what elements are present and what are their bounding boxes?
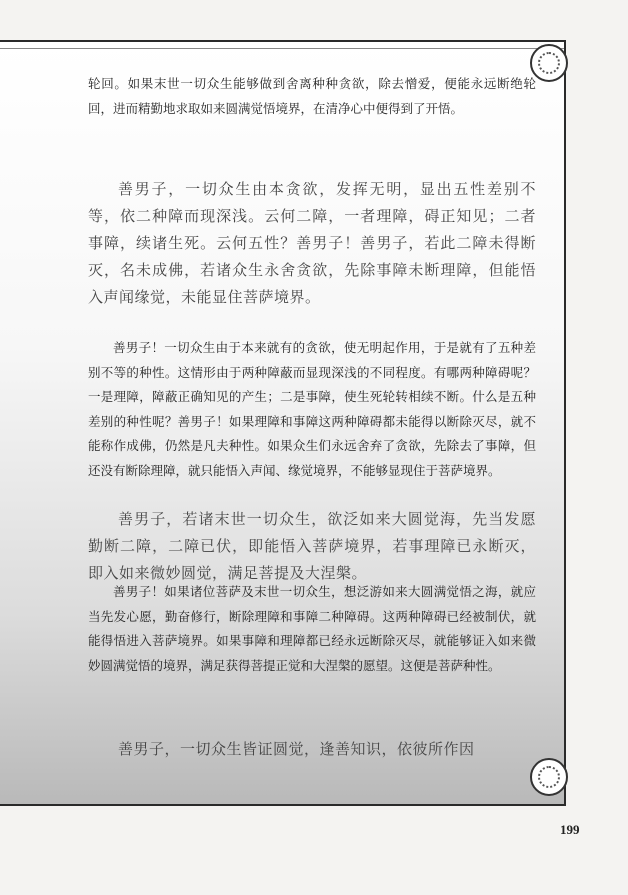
sutra-verse: 善男子，一切众生皆证圆觉，逢善知识，依彼所作因: [118, 740, 475, 758]
translation-paragraph: 善男子！一切众生由于本来就有的贪欲，使无明起作用，于是就有了五种差别不等的种性。这情形由于两种障蔽而显现深浅的不同程度。有哪两种障碍呢？一是理障，障蔽正确知见的产生；二是事障，使生死轮转相续不断。什么是五种差别的种性呢？善男子！如果理障和事障这两种障碍都未能得以断除灭尽，就不能称作成佛，仍然是凡夫种性。如果众生们永远舍弃了贪欲，先除去了事障，但还没有断除理障，就只能悟入声闻、缘觉境界，不能够显现住于菩萨境界。: [88, 340, 536, 478]
lotus-emblem-icon: [530, 758, 568, 796]
translation-paragraph: 轮回。如果末世一切众生能够做到舍离种种贪欲，除去憎爱，便能永远断绝轮回，进而精勤地求取如来圆满觉悟境界，在清净心中便得到了开悟。: [88, 76, 536, 116]
sutra-verse: 善男子，一切众生由本贪欲，发挥无明，显出五性差别不等，依二种障而现深浅。云何二障，一者理障，碍正知见；二者事障，续诸生死。云何五性？善男子！善男子，若此二障未得断灭，名未成佛，若诸众生永舍贪欲，先除事障未断理障，但能悟入声闻缘觉，未能显住菩萨境界。: [88, 180, 536, 306]
page-number: 199: [560, 822, 580, 837]
translation-paragraph: 善男子！如果诸位菩萨及末世一切众生，想泛游如来大圆满觉悟之海，就应当先发心愿，勤奋修行，断除理障和事障二种障碍。这两种障碍已经被制伏，就能得悟进入菩萨境界。如果事障和理障都已经永远断除灭尽，就能够证入如来微妙圆满觉悟的境界，满足获得菩提正觉和大涅槃的愿望。这便是菩萨种性。: [88, 584, 536, 673]
sutra-verse: 善男子，若诸末世一切众生，欲泛如来大圆觉海，先当发愿勤断二障，二障已伏，即能悟入菩萨境界，若事理障已永断灭，即入如来微妙圆觉，满足菩提及大涅槃。: [88, 510, 536, 582]
